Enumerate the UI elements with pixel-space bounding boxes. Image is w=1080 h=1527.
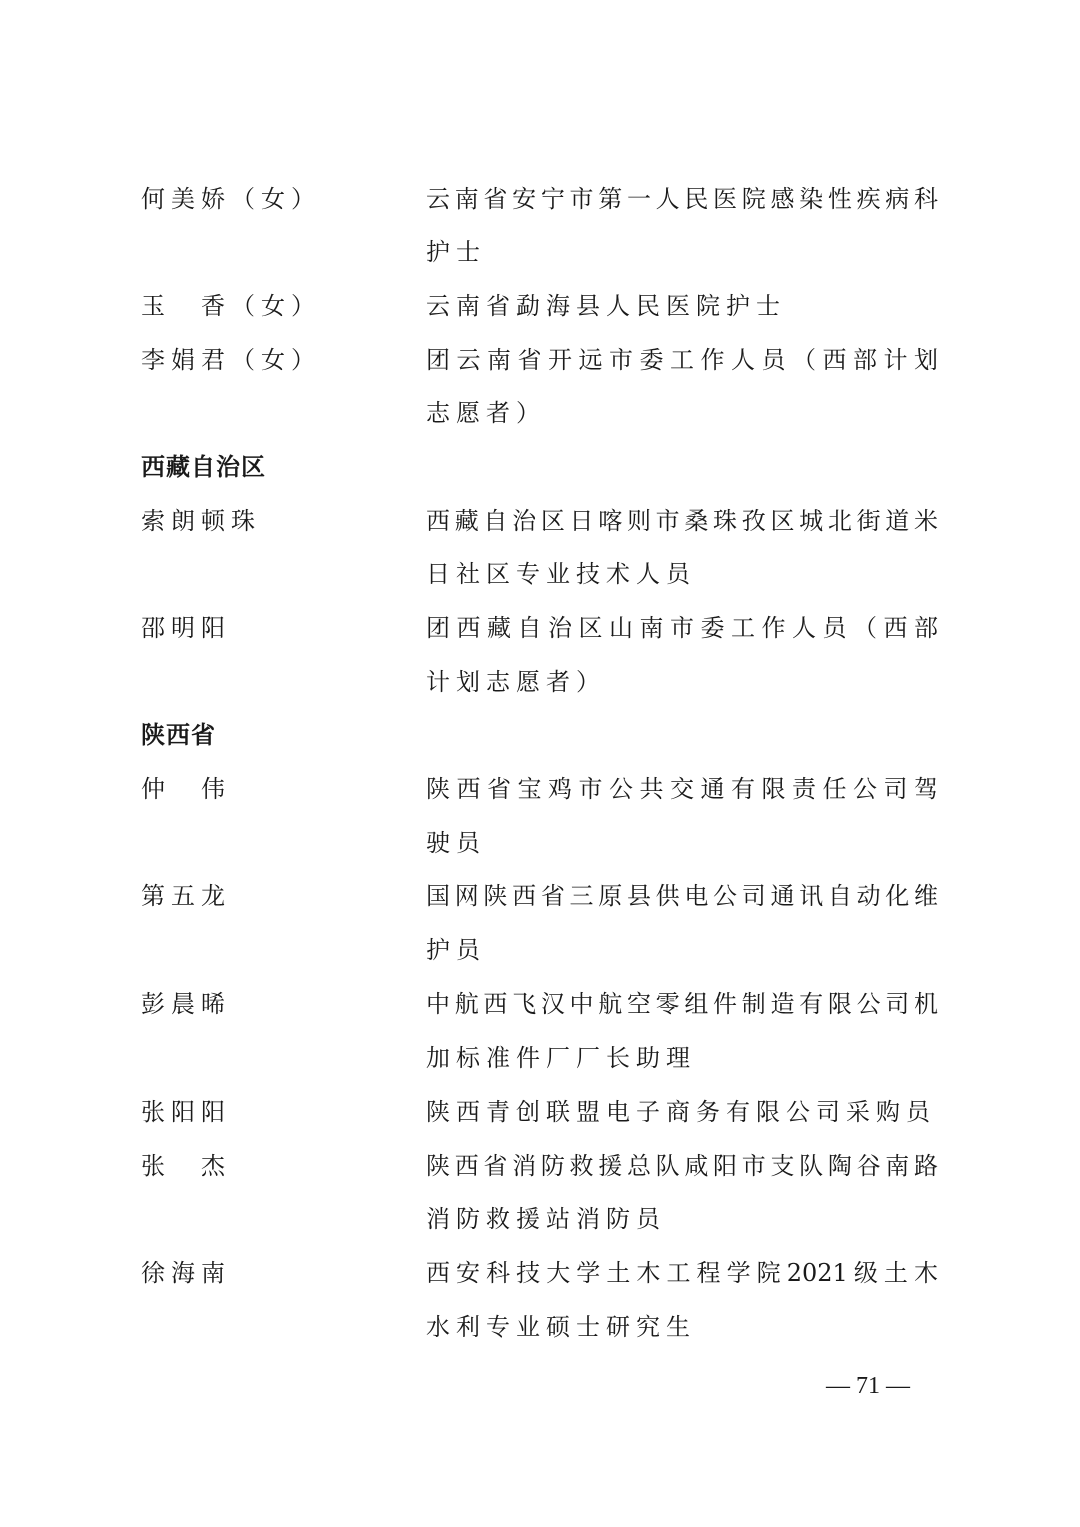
- entry-name: 邵明阳: [141, 614, 231, 642]
- section-heading: 陕西省: [141, 721, 216, 749]
- entry-name: 彭晨晞: [141, 990, 231, 1018]
- entry-name: 张 杰: [141, 1152, 231, 1180]
- entry-name: 第五龙: [141, 882, 231, 910]
- entry-name: 索朗顿珠: [141, 507, 261, 535]
- entry-org: 加标准件厂厂长助理: [426, 1044, 696, 1072]
- entry-org: 团西藏自治区山南市委工作人员（西部: [426, 614, 938, 642]
- section-heading: 西藏自治区: [141, 453, 266, 481]
- page-number: — 71 —: [826, 1373, 910, 1399]
- entry-org: 西安科技大学土木工程学院2021级土木: [426, 1259, 938, 1287]
- entry-org: 志愿者）: [426, 399, 546, 427]
- entry-org: 西藏自治区日喀则市桑珠孜区城北街道米: [426, 507, 938, 535]
- entry-org: 计划志愿者）: [426, 668, 606, 696]
- entry-name: 玉 香（女）: [141, 292, 321, 320]
- entry-org: 水利专业硕士研究生: [426, 1313, 696, 1341]
- entry-org: 云南省安宁市第一人民医院感染性疾病科: [426, 185, 938, 213]
- entry-org: 陕西省消防救援总队咸阳市支队陶谷南路: [426, 1152, 938, 1180]
- entry-org: 驶员: [426, 829, 486, 857]
- entry-org: 护士: [426, 238, 486, 266]
- entry-org: 护员: [426, 936, 486, 964]
- entry-name: 徐海南: [141, 1259, 231, 1287]
- entry-name: 张阳阳: [141, 1098, 231, 1126]
- entry-org: 国网陕西省三原县供电公司通讯自动化维: [426, 882, 938, 910]
- entry-name: 李娟君（女）: [141, 346, 321, 374]
- entry-org: 陕西省宝鸡市公共交通有限责任公司驾: [426, 775, 938, 803]
- entry-name: 仲 伟: [141, 775, 231, 803]
- entry-org: 中航西飞汉中航空零组件制造有限公司机: [426, 990, 938, 1018]
- entry-org: 陕西青创联盟电子商务有限公司采购员: [426, 1098, 936, 1126]
- entry-org: 云南省勐海县人民医院护士: [426, 292, 786, 320]
- entry-org: 团云南省开远市委工作人员（西部计划: [426, 346, 938, 374]
- entry-name: 何美娇（女）: [141, 185, 321, 213]
- entry-org: 消防救援站消防员: [426, 1205, 666, 1233]
- entry-org: 日社区专业技术人员: [426, 560, 696, 588]
